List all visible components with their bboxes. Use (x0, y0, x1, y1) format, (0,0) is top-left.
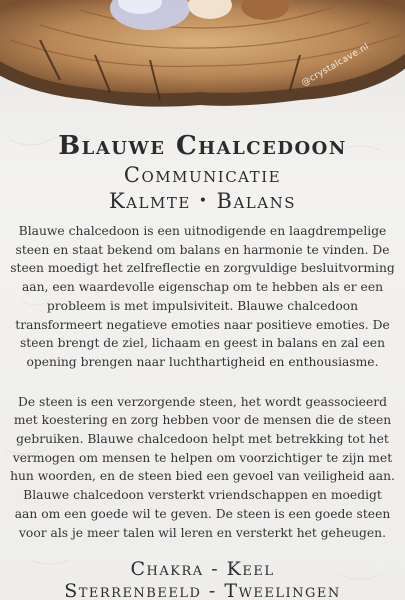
description-paragraph-1: Blauwe chalcedoon is een uitnodigende en laagdrempelige steen en staat bekend om balans en harmonie te vinden. De steen moedigt het zelfreflectie en zorgvuldige besluitvorming aan, een waardevolle eigenschap om te hebben als er een probleem is met impulsiviteit. Blauwe chalcedoon transformeert negatieve emoties naar positieve emoties. De steen brengt de ziel, lichaam en geest in balans en zal een opening brengen naar luchthartigheid en enthousiasme. (10, 224, 395, 369)
stone-title: Blauwe Chalcedoon (58, 131, 347, 161)
chakra-line: Chakra - Keel (130, 558, 275, 580)
card-content (0, 130, 405, 542)
keyword-balans: Balans (216, 189, 297, 213)
stone-subtitle: Communicatie (123, 163, 282, 187)
card-footer (0, 558, 405, 600)
zodiac-line: Sterrenbeeld - Tweelingen (64, 580, 341, 600)
description-paragraph-2: De steen is een verzorgende steen, het wordt geassocieerd met koestering en zorg hebben voor de mensen die de steen gebruiken. Blauwe chalcedoon helpt met betrekking tot het vermogen om mensen te helpen om voorzichtiger te zijn met hun woorden, en de steen bied een gevoel van veiligheid aan. Blauwe chalcedoon versterkt vriendschappen en moedigt aan om een goede wil te geven. De steen is een goede steen voor als je meer talen wil leren en versterkt het geheugen. (10, 394, 395, 540)
keyword-kalmte: Kalmte (108, 189, 191, 213)
keywords-line (0, 188, 405, 214)
keyword-separator: • (198, 193, 209, 209)
watermark-text: @crystalcave.nl (300, 41, 371, 89)
